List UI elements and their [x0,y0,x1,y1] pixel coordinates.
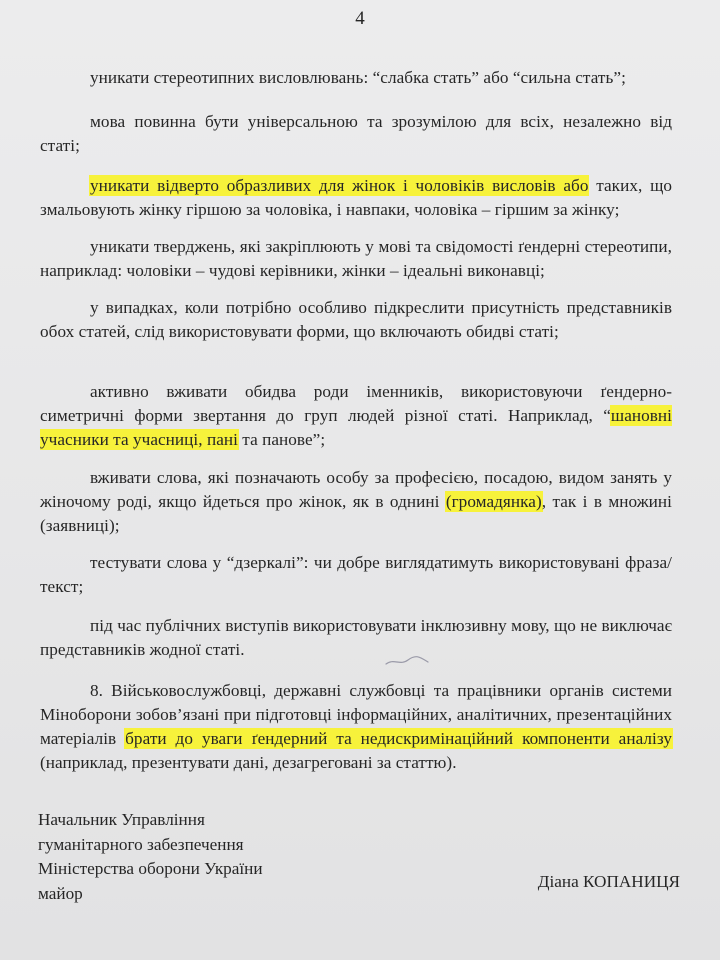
paragraph-5 [40,296,672,344]
paragraph-text: тестувати слова у “дзеркалі”: чи добре виглядатимуть використовувані фраза/текст; [40,553,672,596]
highlighted-text: брати до уваги ґендерний та недискримінаційний компоненти аналізу [125,729,672,748]
paragraph-text: уникати стереотипних висловлювань: “слабка стать” або “сильна стать”; [90,68,626,87]
paragraph-text: мова повинна бути універсальною та зрозумілою для всіх, незалежно від статі; [40,112,672,155]
paragraph-text: під час публічних виступів використовувати інклюзивну мову, що не виключає представників жодної статі. [40,616,672,659]
paragraph-4 [40,235,672,283]
highlighted-text: уникати відверто образливих для жінок і чоловіків висловів або [90,176,589,195]
paragraph-text: 8. Військовослужбовці, державні службовці та працівники органів системи Міноборони зобов’язані при підготовці інформаційних, аналітичних, презентаційних матеріалів [40,681,672,748]
paragraph-3 [40,174,672,222]
paragraph-text: уникати тверджень, які закріплюють у мові та свідомості ґендерні стереотипи, наприклад: чоловіки – чудові керівники, жінки – ідеальні виконавці; [40,237,672,280]
paragraph-10 [40,679,672,775]
paragraph-7 [40,466,672,538]
signature-title-line: Начальник Управління [38,810,205,829]
page-number: 4 [355,8,365,29]
paragraph-text: вживати слова, які позначають особу за професією, посадою, видом занять у жіночому роді, якщо йдеться про жінок, як в однині [40,468,672,511]
paragraph-8 [40,551,672,599]
paragraph-text: у випадках, коли потрібно особливо підкреслити присутність представників обох статей, слід використовувати форми, що включають обидві статі; [40,298,672,341]
paragraph-text: таких, що змальовують жінку гіршою за чоловіка, і навпаки, чоловіка – гіршим за жінку; [40,176,672,219]
signature-rank: майор [38,883,83,903]
paragraph-6 [40,380,672,452]
highlighted-text: шановні учасники та учасниці, пані [40,406,672,449]
paragraph-text: , так і в множині (заявниці); [40,492,672,535]
paragraph-text: (наприклад, презентувати дані, дезагреговані за статтю). [40,753,457,772]
signature-title-line: Міністерства оборони України [38,859,263,878]
paragraph-9 [40,614,672,662]
paragraph-text: та панове”; [237,430,326,449]
highlighted-text: (громадянка) [445,492,542,511]
signature-title-block [38,808,263,906]
signer-name: Діана КОПАНИЦЯ [537,872,680,891]
paragraph-1 [40,66,672,90]
signature-title-line: гуманітарного забезпечення [38,834,244,854]
pen-scribble-mark [384,654,434,668]
paragraph-2 [40,110,672,158]
paragraph-text: активно вживати обидва роди іменників, використовуючи ґендерно-симетричні форми звертання до груп людей різної статі. Наприклад, “ [40,382,672,425]
